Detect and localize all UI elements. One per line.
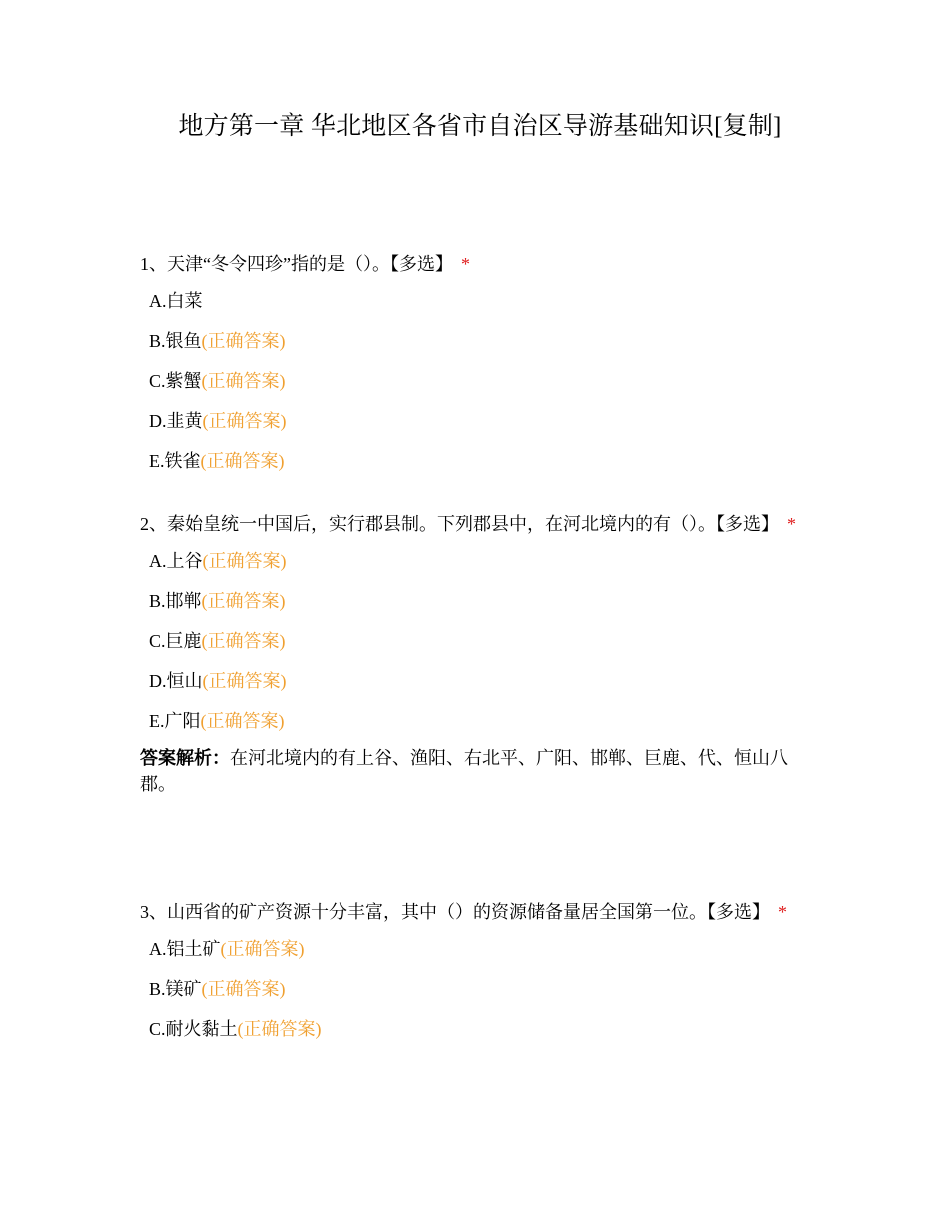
question-1 bbox=[140, 245, 800, 490]
required-mark: * bbox=[787, 514, 796, 534]
analysis-text: 在河北境内的有上谷、渔阳、右北平、广阳、邯郸、巨鹿、代、恒山八郡。 bbox=[140, 748, 788, 794]
correct-answer-tag: (正确答案) bbox=[201, 331, 286, 351]
question-text: 2、秦始皇统一中国后，实行郡县制。下列郡县中，在河北境内的有（）。【多选】 * bbox=[140, 514, 796, 534]
option-label: B.邯郸 bbox=[149, 591, 202, 611]
option-label: D.恒山 bbox=[149, 671, 203, 691]
correct-answer-tag: (正确答案) bbox=[202, 411, 287, 431]
page-title: 地方第一章 华北地区各省市自治区导游基础知识[复制] bbox=[178, 113, 782, 140]
correct-answer-tag: (正确答案) bbox=[201, 979, 286, 999]
option-a[interactable] bbox=[140, 938, 800, 978]
option-d[interactable] bbox=[140, 410, 800, 450]
option-a[interactable] bbox=[140, 550, 800, 590]
option-label: C.紫蟹 bbox=[149, 371, 202, 391]
option-b[interactable] bbox=[140, 330, 800, 370]
question-2 bbox=[140, 505, 800, 797]
analysis-label: 答案解析： bbox=[140, 748, 230, 768]
correct-answer-tag: (正确答案) bbox=[201, 371, 286, 391]
option-e[interactable] bbox=[140, 710, 800, 750]
option-label: A.上谷 bbox=[149, 551, 203, 571]
option-label: D.韭黄 bbox=[149, 411, 203, 431]
correct-answer-tag: (正确答案) bbox=[202, 551, 287, 571]
correct-answer-tag: (正确答案) bbox=[200, 711, 285, 731]
correct-answer-tag: (正确答案) bbox=[201, 591, 286, 611]
option-label: B.镁矿 bbox=[149, 979, 202, 999]
option-c[interactable] bbox=[140, 630, 800, 670]
correct-answer-tag: (正确答案) bbox=[202, 671, 287, 691]
answer-analysis bbox=[140, 745, 820, 797]
option-label: C.耐火黏土 bbox=[149, 1019, 238, 1039]
question-text: 1、天津“冬令四珍”指的是（）。【多选】 * bbox=[140, 254, 470, 274]
question-3 bbox=[140, 893, 800, 1058]
option-label: A.白菜 bbox=[149, 291, 203, 311]
correct-answer-tag: (正确答案) bbox=[200, 451, 285, 471]
required-mark: * bbox=[460, 254, 470, 274]
option-b[interactable] bbox=[140, 590, 800, 630]
correct-answer-tag: (正确答案) bbox=[201, 631, 286, 651]
question-text: 3、山西省的矿产资源十分丰富，其中（）的资源储备量居全国第一位。【多选】 * bbox=[140, 902, 787, 922]
option-label: E.铁雀 bbox=[149, 451, 201, 471]
option-label: E.广阳 bbox=[149, 711, 201, 731]
required-mark: * bbox=[778, 902, 787, 922]
option-e[interactable] bbox=[140, 450, 800, 490]
option-c[interactable] bbox=[140, 1018, 800, 1058]
option-d[interactable] bbox=[140, 670, 800, 710]
option-label: B.银鱼 bbox=[149, 331, 202, 351]
correct-answer-tag: (正确答案) bbox=[220, 939, 305, 959]
correct-answer-tag: (正确答案) bbox=[237, 1019, 322, 1039]
option-c[interactable] bbox=[140, 370, 800, 410]
option-label: A.铝土矿 bbox=[149, 939, 221, 959]
option-label: C.巨鹿 bbox=[149, 631, 202, 651]
option-a[interactable] bbox=[140, 290, 800, 330]
option-b[interactable] bbox=[140, 978, 800, 1018]
